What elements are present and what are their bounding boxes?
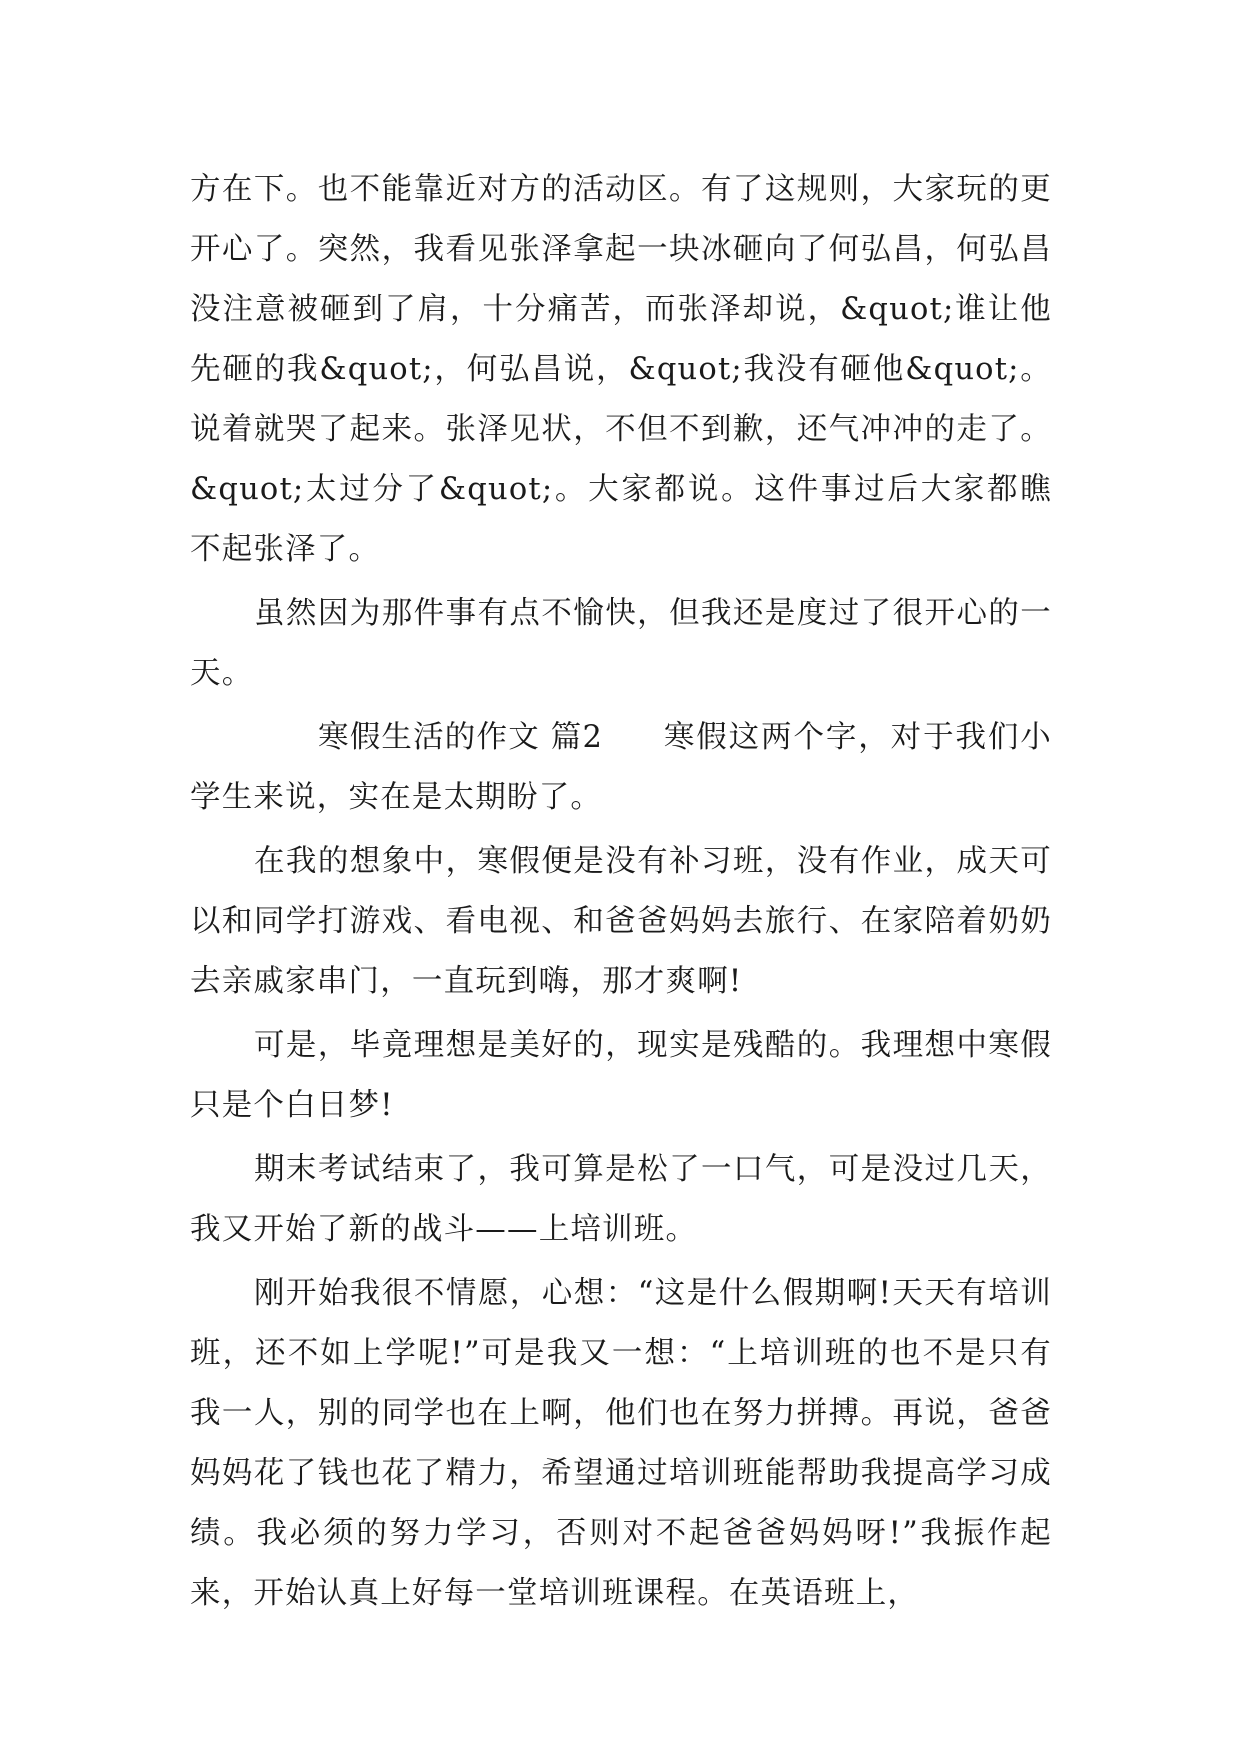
paragraph-6: 期末考试结束了，我可算是松了一口气，可是没过几天，我又开始了新的战斗——上培训班。 [190,1152,1052,1247]
paragraph-7: 刚开始我很不情愿，心想：“这是什么假期啊!天天有培训班，还不如上学呢!”可是我又一想：“上培训班的也不是只有我一人，别的同学也在上啊，他们也在努力拼搏。再说，爸爸妈妈花了钱也花了精力，希望通过培训班能帮助我提高学习成绩。我必须的努力学习，否则对不起爸爸妈妈呀!”我振作起来，开始认真上好每一堂培训班课程。在英语班上， [190,1276,1052,1611]
paragraph-2: 虽然因为那件事有点不愉快，但我还是度过了很开心的一天。 [190,596,1052,691]
paragraph-1: 方在下。也不能靠近对方的活动区。有了这规则，大家玩的更开心了。突然，我看见张泽拿起一块冰砸向了何弘昌，何弘昌没注意被砸到了肩，十分痛苦，而张泽却说，&quot;谁让他先砸的我&quot;，何弘昌说，&quot;我没有砸他&quot;。说着就哭了起来。张泽见状，不但不到歉，还气冲冲的走了。&quot;太过分了&quot;。大家都说。这件事过后大家都瞧不起张泽了。 [190,172,1052,567]
paragraph-3 [190,708,1052,828]
paragraph-5: 可是，毕竟理想是美好的，现实是残酷的。我理想中寒假只是个白日梦! [190,1028,1052,1123]
document-body [190,160,1052,1628]
paragraph-3-text: 寒假这两个字，对于我们小学生来说，实在是太期盼了。 [190,720,1052,815]
paragraph-4: 在我的想象中，寒假便是没有补习班，没有作业，成天可以和同学打游戏、看电视、和爸爸妈妈去旅行、在家陪着奶奶去亲戚家串门，一直玩到嗨，那才爽啊! [190,844,1052,999]
essay-heading: 寒假生活的作文 篇2 [318,720,604,755]
